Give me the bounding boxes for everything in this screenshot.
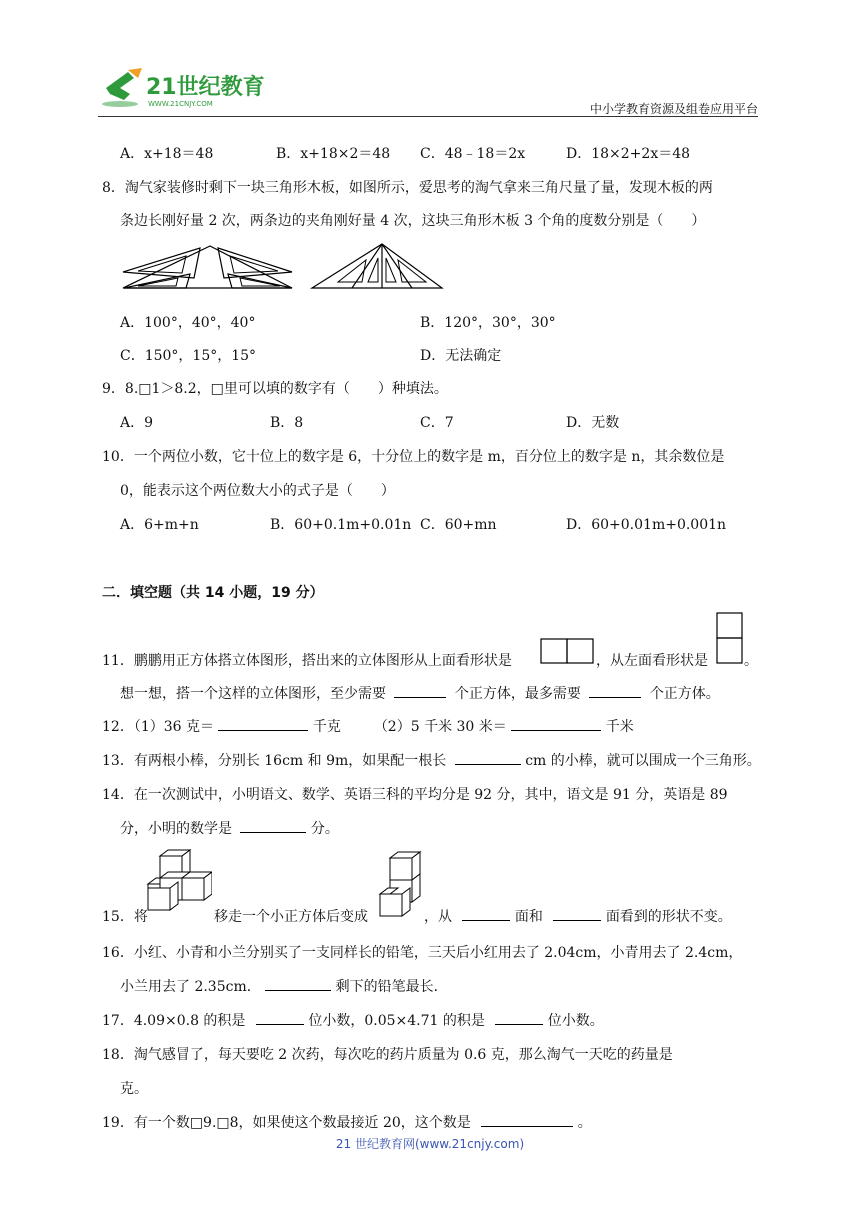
q17-part1: 17．4.09×0.8 的积是 (102, 1013, 246, 1029)
section-title: 二．填空题（共 14 小题，19 分） (102, 585, 324, 601)
q11-line2-a: 想一想，搭一个这样的立体图形，至少需要 (120, 686, 386, 702)
q10-stem-line2: 0，能表示这个两位数大小的式子是（ ） (120, 483, 395, 499)
q15-blank-1[interactable] (462, 906, 510, 921)
header-divider (98, 116, 758, 117)
q17-line (102, 1010, 604, 1030)
q16-part2: 剩下的铅笔最长． (335, 979, 448, 995)
q15-result-cubes-figure (378, 850, 422, 920)
q8-stem-line1: 8．淘气家装修时剩下一块三角形木板，如图所示，爱思考的淘气拿来三角尺量了量，发现木板的两 (102, 180, 713, 196)
q14-stem-line1: 14．在一次测试中，小明语文、数学、英语三科的平均分是 92 分，其中，语文是 91 分，英语是 89 (102, 787, 728, 803)
q7-option-c: C．48﹣18＝2x (420, 146, 526, 162)
q13-blank[interactable] (455, 750, 521, 765)
q16-stem-line1: 16．小红、小青和小兰分别买了一支同样长的铅笔，三天后小红用去了 2.04cm，小青用去了 2.4cm， (102, 945, 743, 961)
q11-line2-c: 个正方体。 (649, 686, 720, 702)
q13-line (102, 750, 761, 770)
q19-line (102, 1112, 592, 1132)
q12-part4: 千米 (605, 719, 634, 735)
q16-line2 (120, 976, 448, 996)
q17-blank-1[interactable] (256, 1010, 304, 1025)
q11-stem-part1: 11．鹏鹏用正方体搭立体图形，搭出来的立体图形从上面看形状是 (102, 653, 512, 669)
q11-left-view-figure (716, 612, 744, 664)
q8-stem-line2: 条边长刚好量 2 次，两条边的夹角刚好量 4 次，这块三角形木板 3 个角的度数分别是（ ） (120, 213, 706, 229)
q15-part1: 15．将 (102, 909, 148, 925)
q15-blank-2[interactable] (553, 906, 601, 921)
q12-part3: （2）5 千米 30 米＝ (373, 719, 507, 735)
q19-part2: 。 (577, 1115, 592, 1131)
q17-part2: 位小数，0.05×4.71 的积是 (308, 1013, 485, 1029)
q10-option-d: D．60+0.01m+0.001n (566, 517, 727, 533)
q11-stem-part2: ，从左面看形状是 (596, 653, 708, 669)
q12-part1: 12．（1）36 克＝ (102, 719, 214, 735)
q18-stem-line2: 克。 (120, 1081, 148, 1097)
q13-part1: 13．有两根小棒，分别长 16cm 和 9m，如果配一根长 (102, 753, 447, 769)
site-logo (98, 66, 268, 112)
platform-name: 中小学教育资源及组卷应用平台 (589, 102, 758, 116)
q9-option-d: D．无数 (566, 415, 620, 431)
q14-part2: 分。 (310, 821, 339, 837)
q15-part3: ，从 (424, 909, 452, 925)
q12-line (102, 716, 634, 736)
q7-option-a: A．x+18＝48 (120, 146, 214, 162)
q11-stem-part3: 。 (744, 653, 758, 669)
logo-url: WWW.21CNJY.COM (148, 100, 213, 108)
q17-part3: 位小数。 (547, 1013, 604, 1029)
q13-part2: cm 的小棒，就可以围成一个三角形。 (525, 753, 761, 769)
q16-part1: 小兰用去了 2.35cm． (120, 979, 261, 995)
q11-blank-max[interactable] (589, 683, 641, 698)
q10-option-a: A．6+m+n (120, 517, 199, 533)
q19-part1: 19．有一个数□9.□8，如果使这个数最接近 20，这个数是 (102, 1115, 471, 1131)
q7-option-d: D．18×2+2x＝48 (566, 146, 691, 162)
q16-blank[interactable] (265, 976, 331, 991)
q8-option-b: B．120°，30°，30° (420, 315, 556, 331)
q11-line2 (120, 683, 720, 703)
q12-blank-1[interactable] (218, 716, 308, 731)
q18-stem-line1: 18．淘气感冒了，每天要吃 2 次药，每次吃的药片质量为 0.6 克，那么淘气一天吃的药量是 (102, 1047, 673, 1063)
q15-original-cubes-figure (146, 848, 212, 920)
q15-part4: 面和 (514, 909, 543, 925)
q17-blank-2[interactable] (495, 1010, 543, 1025)
q8-option-d: D．无法确定 (420, 348, 502, 364)
q8-option-a: A．100°，40°，40° (120, 315, 256, 331)
q9-option-c: C．7 (420, 415, 454, 431)
q9-stem: 9．8.□1＞8.2，□里可以填的数字有（ ）种填法。 (102, 381, 448, 397)
q14-line2 (120, 818, 339, 838)
q14-blank[interactable] (240, 818, 306, 833)
q11-line2-b: 个正方体，最多需要 (454, 686, 581, 702)
footer-source[interactable]: 21 世纪教育网(www.21cnjy.com) (335, 1137, 525, 1151)
q15-line-rest (424, 906, 732, 926)
q8-board-figures (120, 240, 450, 296)
q11-blank-min[interactable] (394, 683, 446, 698)
logo-text: 21世纪教育 (146, 75, 265, 100)
q15-part5: 面看到的形状不变。 (605, 909, 732, 925)
q10-stem-line1: 10．一个两位小数，它十位上的数字是 6，十分位上的数字是 m，百分位上的数字是 n，其余数位是 (102, 449, 725, 465)
q14-part1: 分，小明的数学是 (120, 821, 232, 837)
q12-blank-2[interactable] (511, 716, 601, 731)
q8-option-c: C．150°，15°，15° (120, 348, 257, 364)
q19-blank[interactable] (481, 1112, 573, 1127)
q12-part2: 千克 (312, 719, 341, 735)
q9-option-b: B．8 (270, 415, 304, 431)
q10-option-c: C．60+mn (420, 517, 497, 533)
q15-part2: 移走一个小正方体后变成 (214, 909, 368, 925)
q7-option-b: B．x+18×2＝48 (276, 146, 391, 162)
q10-option-b: B．60+0.1m+0.01n (270, 517, 412, 533)
q11-top-view-figure (540, 638, 596, 664)
q9-option-a: A．9 (120, 415, 154, 431)
